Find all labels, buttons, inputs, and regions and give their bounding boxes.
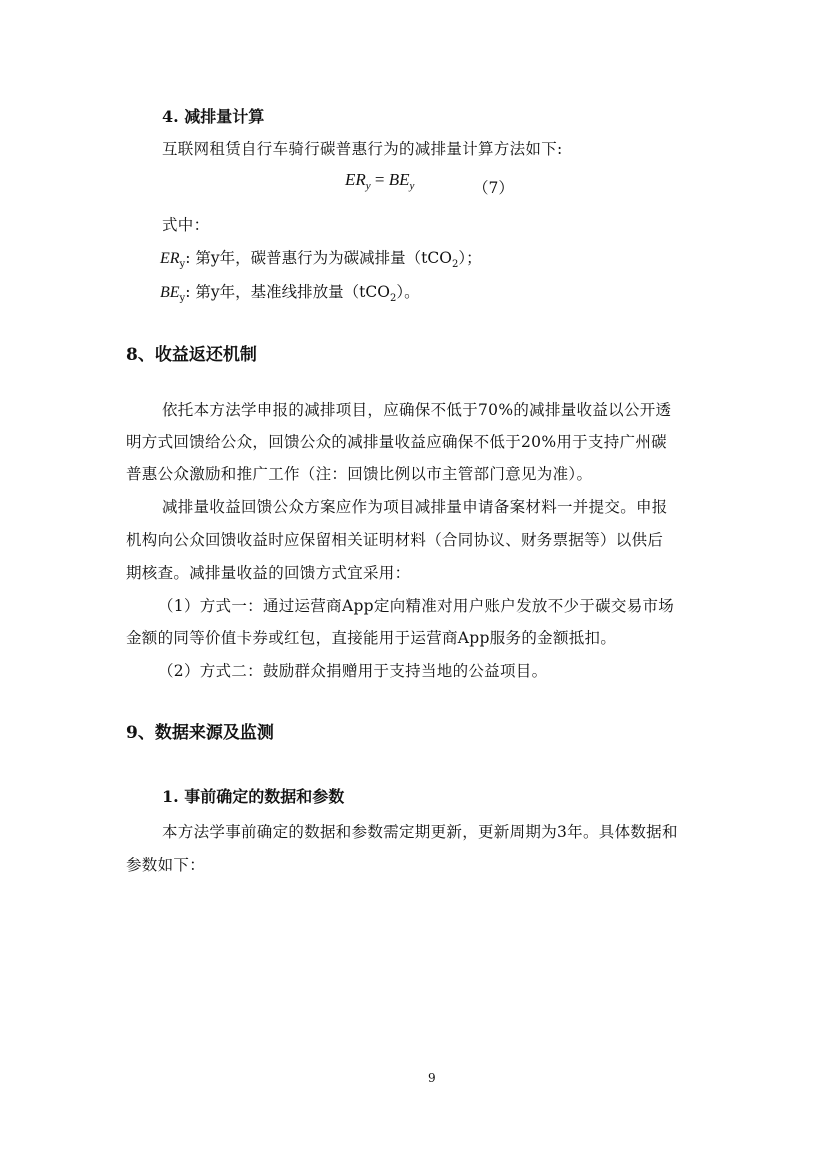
section-9-p1-line-2: 参数如下： bbox=[126, 856, 206, 874]
equation-rhs: BE bbox=[388, 170, 410, 189]
equation-lhs: ER bbox=[345, 170, 366, 189]
equation-lhs-sub: y bbox=[365, 180, 371, 192]
section-9-p1-line-1: 本方法学事前确定的数据和参数需定期更新，更新周期为3年。具体数据和 bbox=[162, 823, 678, 841]
equation-7 bbox=[345, 170, 414, 190]
var-er-separator: : bbox=[185, 249, 191, 267]
page-number: 9 bbox=[428, 1071, 436, 1085]
var-er-subscript: y bbox=[179, 259, 186, 270]
section-8-option-2: （2）方式二：鼓励群众捐赠用于支持当地的公益项目。 bbox=[158, 662, 548, 680]
equation-rhs-sub: y bbox=[409, 180, 415, 192]
var-er-desc: 第y年，碳普惠行为为碳减排量（tCO bbox=[195, 249, 452, 267]
section-9-sub-1-title: 事前确定的数据和参数 bbox=[184, 787, 345, 806]
section-9-sub-1-number: 1. bbox=[162, 787, 179, 806]
var-be-tail: ）。 bbox=[396, 283, 420, 301]
section-4-heading bbox=[162, 104, 264, 127]
var-er-chem-sub: 2 bbox=[451, 259, 459, 270]
equation-number: （7） bbox=[473, 179, 514, 197]
section-8-p2-line-3: 期核查。减排量收益的回馈方式宜采用： bbox=[126, 564, 411, 582]
where-label: 式中： bbox=[162, 216, 210, 234]
section-4-intro: 互联网租赁自行车骑行碳普惠行为的减排量计算方法如下: bbox=[162, 140, 563, 158]
var-be-symbol: BE bbox=[160, 284, 180, 301]
section-8-option-1-line-1: （1）方式一：通过运营商App定向精准对用户账户发放不少于碳交易市场 bbox=[158, 597, 675, 615]
section-9-heading: 9、数据来源及监测 bbox=[126, 723, 274, 743]
variable-be-definition bbox=[160, 280, 420, 302]
section-4-title: 减排量计算 bbox=[184, 107, 265, 126]
var-er-symbol: ER bbox=[160, 250, 180, 267]
variable-er-definition bbox=[160, 246, 482, 268]
var-be-desc: 第y年，基准线排放量（tCO bbox=[195, 283, 390, 301]
var-be-chem-sub: 2 bbox=[389, 293, 397, 304]
section-8-p2-line-1: 减排量收益回馈公众方案应作为项目减排量申请备案材料一并提交。申报 bbox=[162, 498, 668, 516]
section-8-heading: 8、收益返还机制 bbox=[126, 345, 257, 365]
var-be-separator: : bbox=[185, 283, 191, 301]
var-er-tail: ）； bbox=[458, 249, 482, 267]
equation-operator: = bbox=[370, 170, 389, 189]
section-8-p1-line-3: 普惠公众激励和推广工作（注：回馈比例以市主管部门意见为准）。 bbox=[126, 465, 593, 483]
section-8-p2-line-2: 机构向公众回馈收益时应保留相关证明材料（合同协议、财务票据等）以供后 bbox=[126, 531, 664, 549]
section-9-sub-1-heading bbox=[162, 784, 344, 807]
section-8-option-1-line-2: 金额的同等价值卡券或红包，直接能用于运营商App服务的金额抵扣。 bbox=[126, 629, 617, 647]
section-4-number: 4. bbox=[162, 107, 179, 126]
section-8-p1-line-1: 依托本方法学申报的减排项目，应确保不低于70%的减排量收益以公开透 bbox=[162, 401, 672, 419]
section-8-p1-line-2: 明方式回馈给公众，回馈公众的减排量收益应确保不低于20%用于支持广州碳 bbox=[126, 433, 667, 451]
var-be-subscript: y bbox=[179, 293, 186, 304]
